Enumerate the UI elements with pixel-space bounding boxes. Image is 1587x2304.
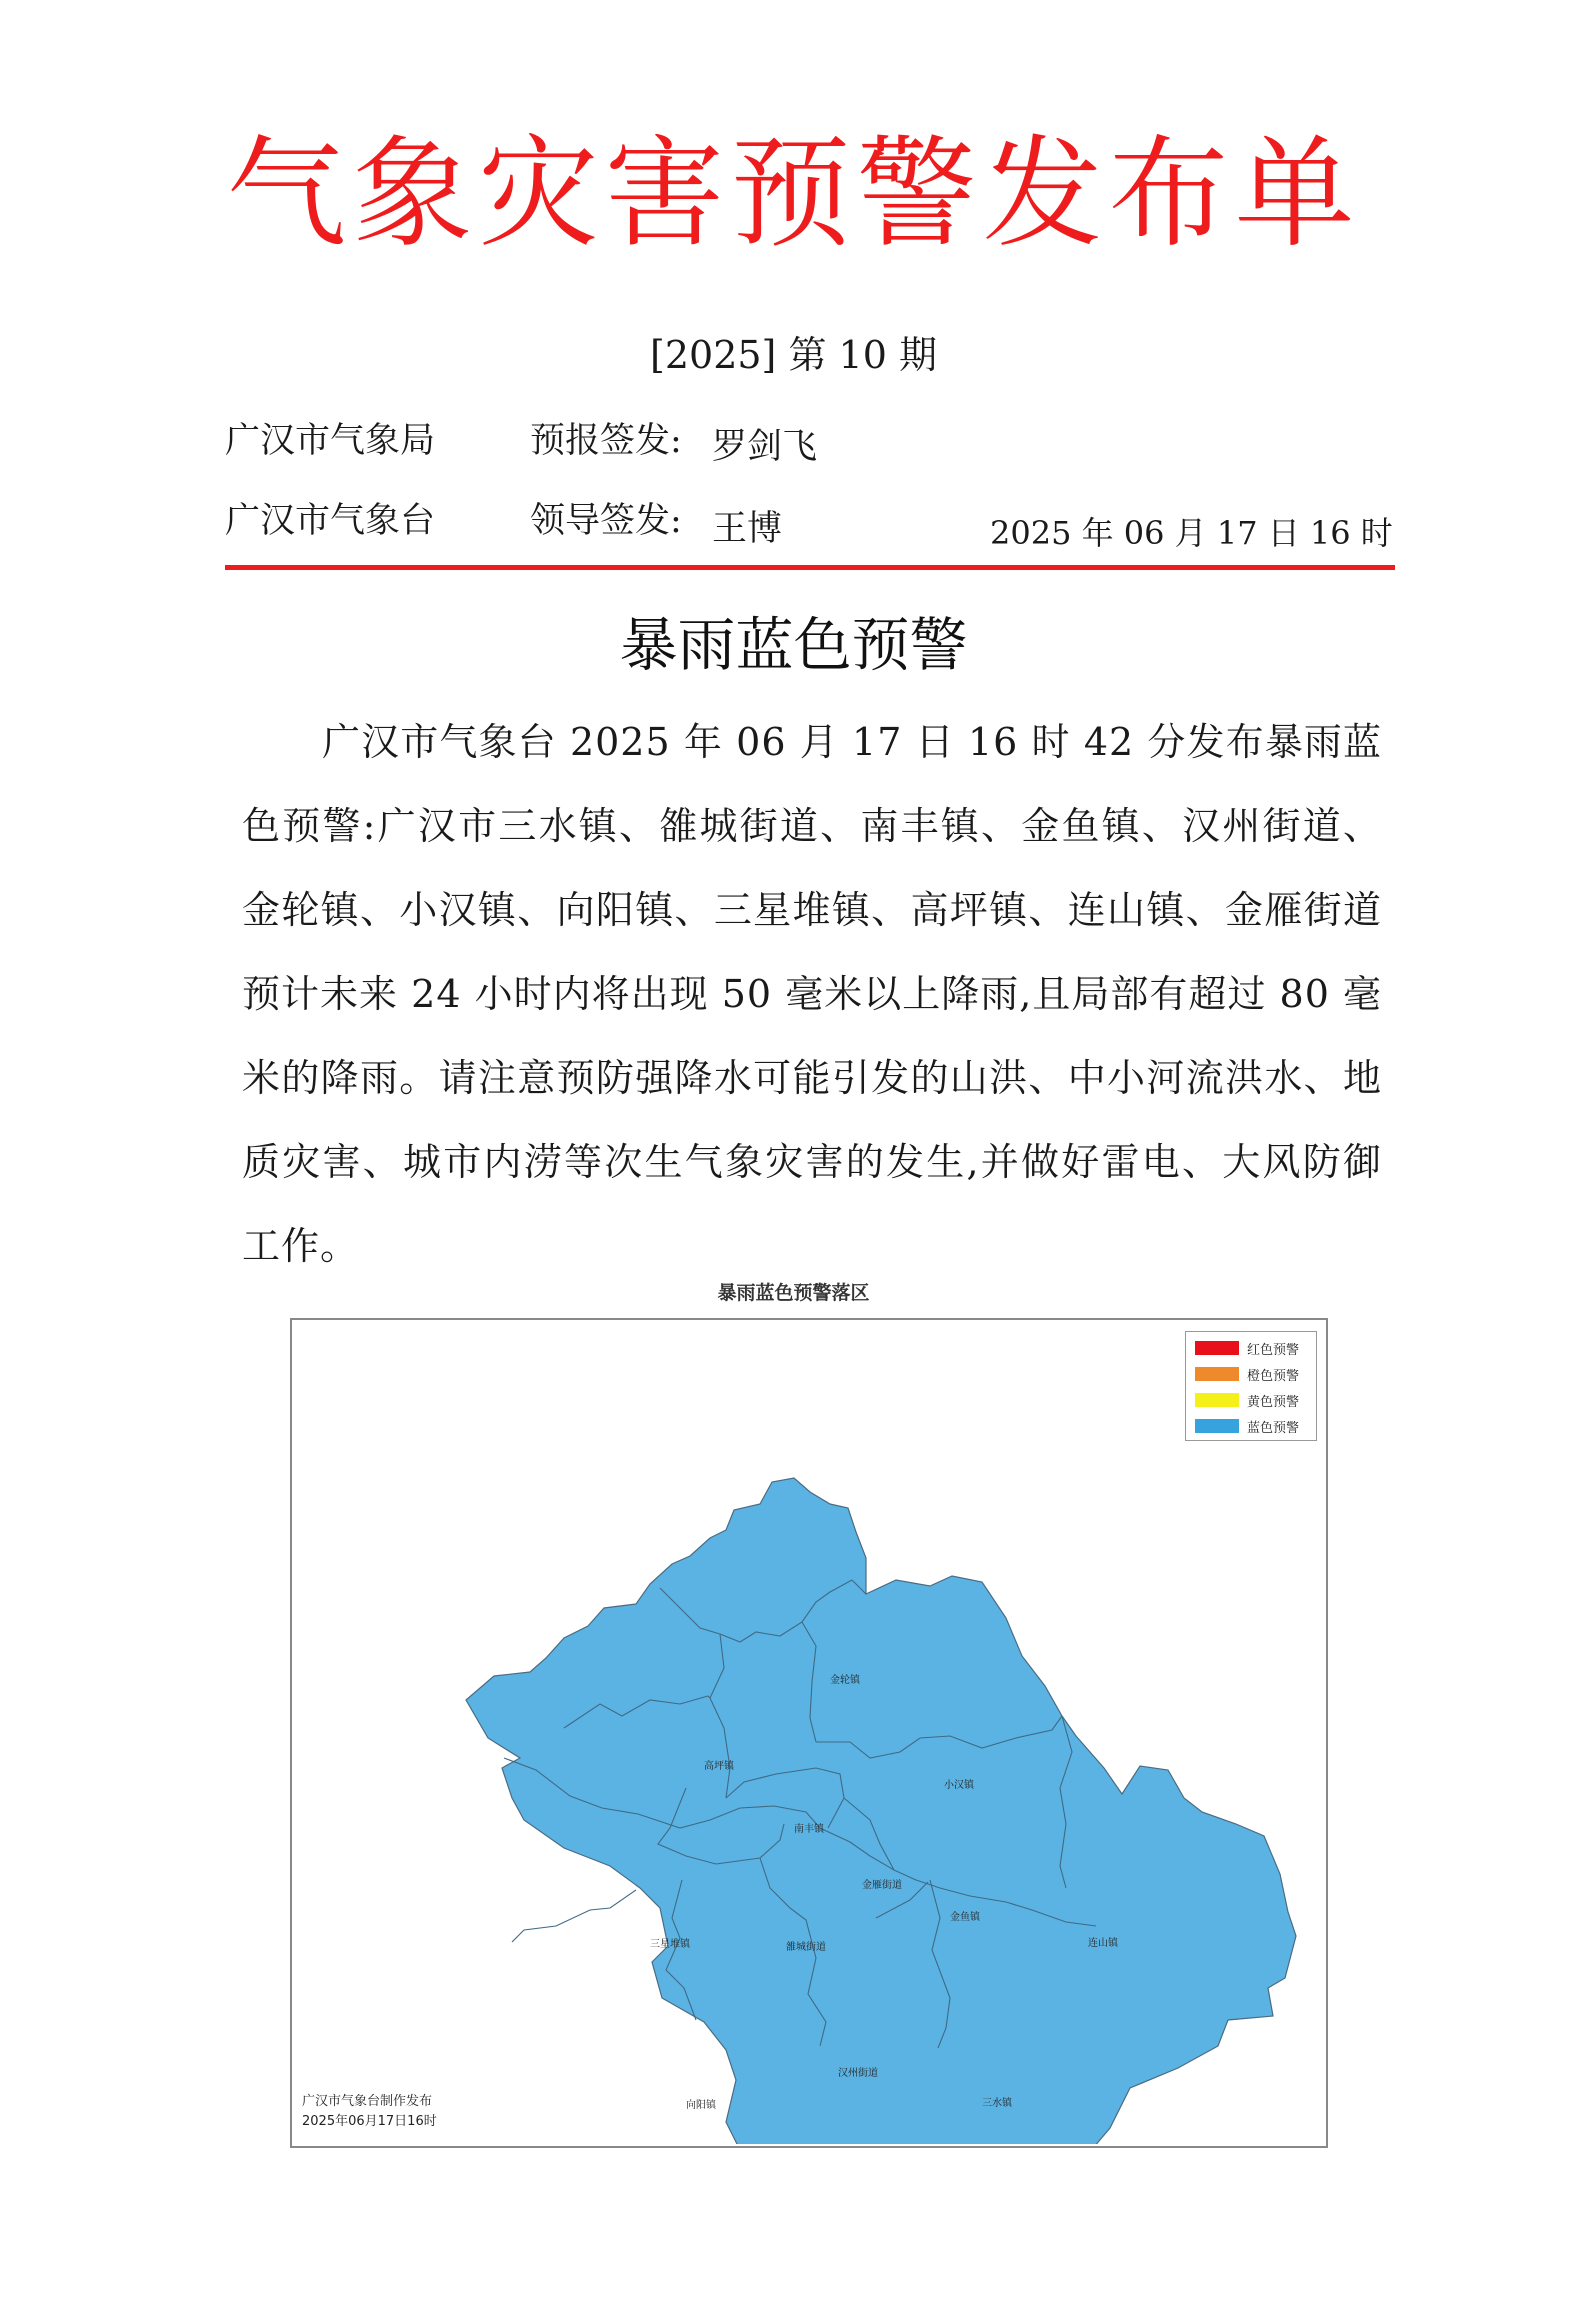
legend-swatch-yellow [1195,1393,1239,1407]
map-produced-time: 2025年06月17日16时 [302,2114,437,2129]
town-label-luocheng: 雒城街道 [786,1942,826,1953]
legend-label: 红色预警 [1247,1342,1300,1358]
legend-item [1195,1390,1299,1410]
town-label-xiangyang: 向阳镇 [686,2100,716,2111]
legend-item [1195,1416,1299,1436]
town-label-jinyan: 金雁街道 [862,1880,902,1891]
document-title: 气象灾害预警发布单 [226,125,1361,264]
org-station: 广汉市气象台 [225,501,436,541]
town-label-jinlun: 金轮镇 [830,1675,860,1686]
legend-swatch-red [1195,1341,1239,1355]
legend-label: 黄色预警 [1247,1394,1300,1410]
town-label-lianshan: 连山镇 [1088,1938,1118,1949]
legend-swatch-blue [1195,1419,1239,1433]
legend-label: 橙色预警 [1247,1368,1300,1384]
legend-item [1195,1364,1299,1384]
town-label-sanxingdui: 三星堆镇 [650,1939,690,1950]
org-bureau: 广汉市气象局 [225,421,436,461]
forecast-sign-label: 预报签发: [530,421,682,461]
issue-time: 2025 年 06 月 17 日 16 时 [990,514,1393,552]
legend-item [1195,1338,1299,1358]
map-legend [1185,1331,1317,1441]
leader-sign-label: 领导签发: [530,501,682,541]
map-title: 暴雨蓝色预警落区 [717,1282,870,1304]
town-label-jinyu: 金鱼镇 [950,1912,980,1923]
warning-area-map [290,1318,1324,2144]
town-label-hanzhou: 汉州街道 [838,2068,878,2079]
header-rule [225,565,1395,570]
legend-label: 蓝色预警 [1247,1420,1300,1436]
leader-signer: 王博 [712,509,783,549]
town-label-xiaohan: 小汉镇 [944,1780,974,1791]
forecast-signer: 罗剑飞 [712,427,818,467]
town-label-gaoping: 高坪镇 [704,1761,734,1772]
issue-number: [2025] 第 10 期 [650,333,937,377]
legend-swatch-orange [1195,1367,1239,1381]
warning-body: 广汉市气象台 2025 年 06 月 17 日 16 时 42 分发布暴雨蓝色预警:广汉市三水镇、雒城街道、南丰镇、金鱼镇、汉州街道、金轮镇、小汉镇、向阳镇、三星堆镇、高坪镇、连山镇、金雁街道预计未来 24 小时内将出现 50 毫米以上降雨,且局部有超过 80 毫米的降雨。请注意预防强降水可能引发的山洪、中小河流洪水、地质灾害、城市内涝等次生气象灾害的发生,并做好雷电、大风防御工作。 [242,720,1382,1268]
city-region [466,1478,1296,2144]
town-label-sanshui: 三水镇 [982,2098,1012,2109]
map-producer: 广汉市气象台制作发布 [302,2094,433,2109]
town-label-nanfeng: 南丰镇 [794,1824,824,1835]
warning-headline: 暴雨蓝色预警 [619,611,968,679]
